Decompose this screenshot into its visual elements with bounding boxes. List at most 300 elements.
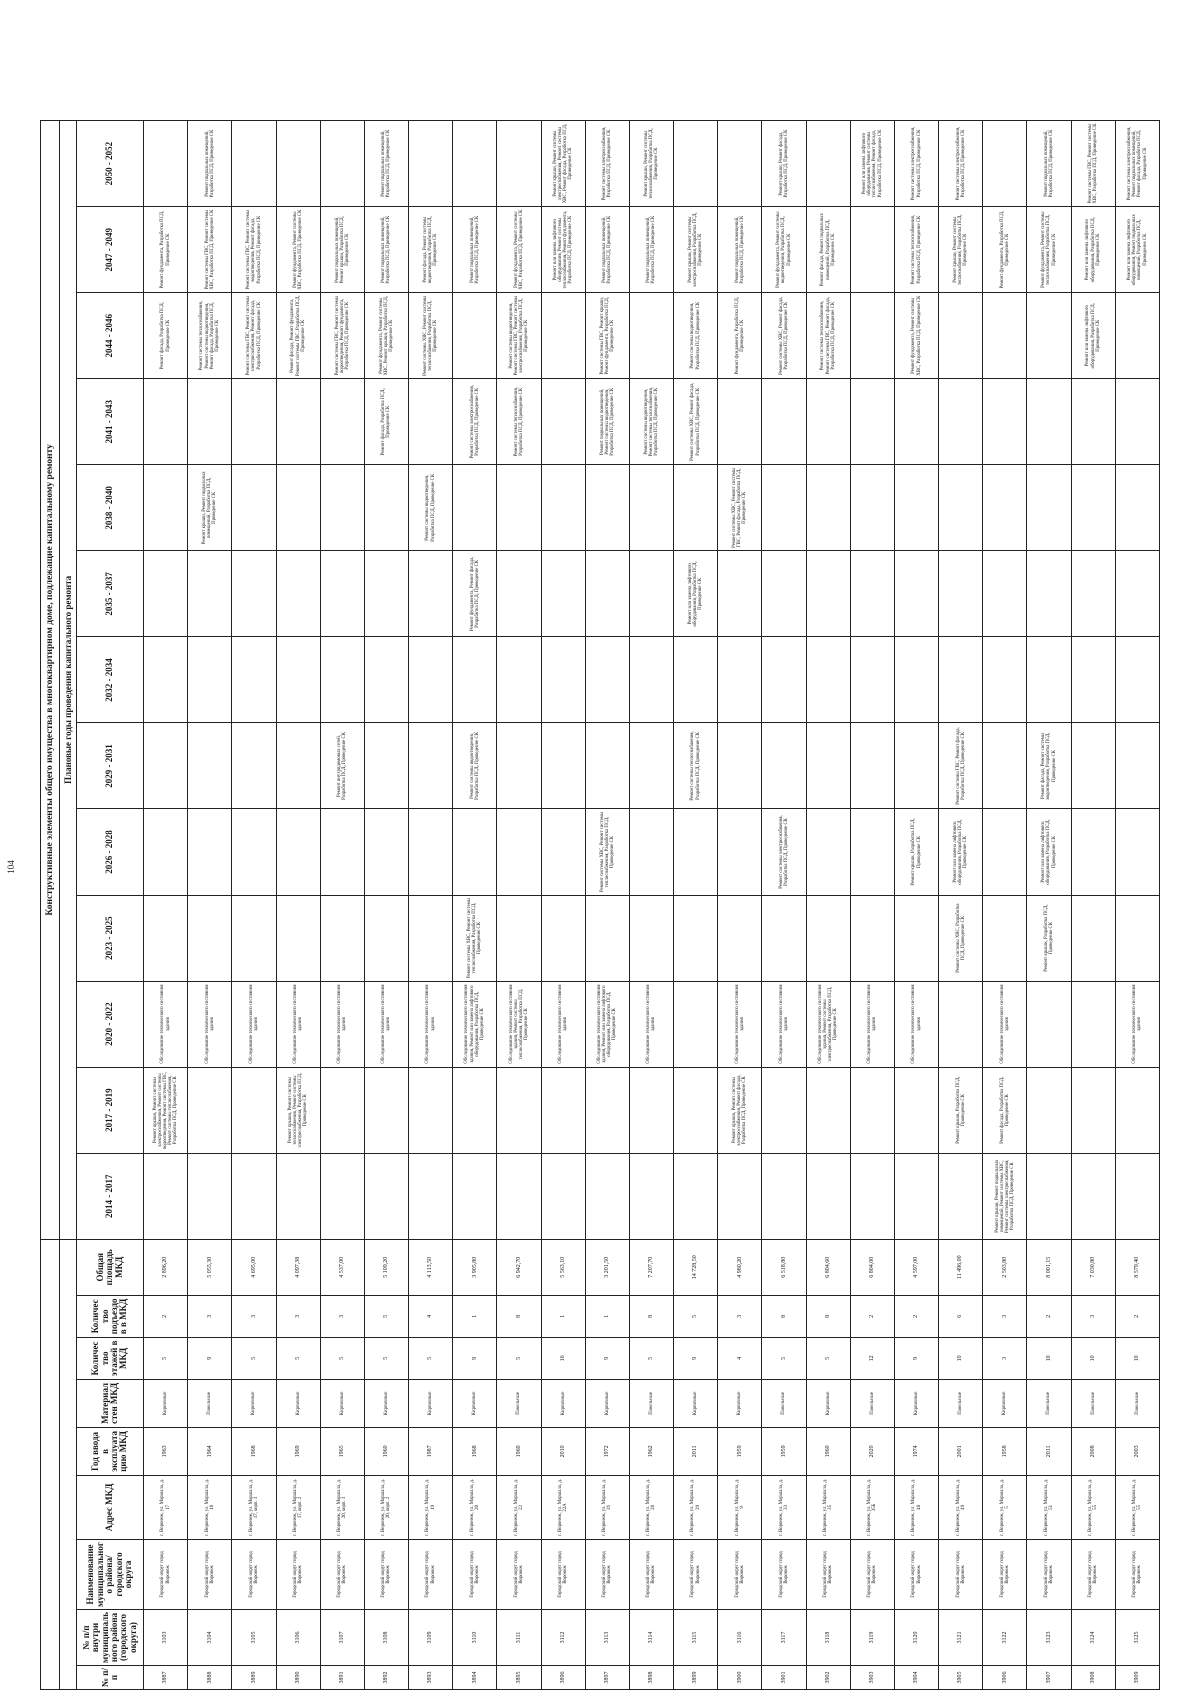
cell-period-works: Ремонт или замена лифтового оборудования, Ремонт системы теплоснабжения, Ремонт фундамента, Разработка ПСД, Проведение СК [541, 207, 585, 293]
cell-district: Городской округ город Воронеж [1027, 1539, 1071, 1609]
cell-floors: 12 [850, 1337, 894, 1379]
cell-num: 3897 [585, 1666, 629, 1690]
cell-num: 3890 [276, 1666, 320, 1690]
cell-period-works [1071, 465, 1115, 551]
table-row [983, 121, 1027, 1690]
cell-period-works [276, 121, 320, 207]
cell-material: Кирпичные [983, 1379, 1027, 1427]
table-row [276, 121, 320, 1690]
cell-num: 3904 [894, 1666, 938, 1690]
cell-code: 3122 [983, 1609, 1027, 1665]
cell-period-works [232, 723, 276, 809]
cell-period-works: Ремонт подвальных помещений, Разработка ПСД, Проведение СК [364, 207, 408, 293]
capital-repair-table [40, 120, 1160, 1690]
cell-period-works [364, 465, 408, 551]
cell-district: Городской округ город Воронеж [188, 1539, 232, 1609]
cell-address: г. Воронеж, ул. Маршала, д. 35 [806, 1475, 850, 1539]
cell-entrances: 3 [188, 1295, 232, 1337]
cell-period-works [497, 895, 541, 981]
cell-period-works [188, 895, 232, 981]
cell-district: Городской округ город Воронеж [1115, 1539, 1159, 1609]
cell-num: 3898 [629, 1666, 673, 1690]
column-header: Количество этажей в МКД [77, 1337, 144, 1379]
cell-period-works [144, 723, 188, 809]
cell-period-works [585, 1153, 629, 1239]
cell-code: 3115 [674, 1609, 718, 1665]
cell-period-works [409, 637, 453, 723]
cell-area: 14 728,50 [674, 1239, 718, 1295]
cell-material: Панельные [939, 1379, 983, 1427]
cell-period-works [144, 1153, 188, 1239]
cell-material: Панельные [1115, 1379, 1159, 1427]
cell-floors: 3 [983, 1337, 1027, 1379]
cell-period-works [188, 551, 232, 637]
cell-period-works: Ремонт крыши, Разработка ПСД, Проведение СК [1027, 895, 1071, 981]
cell-material: Кирпичные [453, 1379, 497, 1427]
cell-district: Городской округ город Воронеж [497, 1539, 541, 1609]
cell-period-works [718, 895, 762, 981]
cell-area: 8 579,40 [1115, 1239, 1159, 1295]
cell-period-works [497, 723, 541, 809]
cell-year: 2010 [541, 1427, 585, 1475]
table-row [453, 121, 497, 1690]
cell-material: Панельные [1027, 1379, 1071, 1427]
cell-period-works: Обследование технического состояния здания [364, 981, 408, 1067]
cell-period-works [718, 723, 762, 809]
cell-period-works: Ремонт системы ГВС, Ремонт системы ХВС, Разработка ПСД, Проведение СК [188, 207, 232, 293]
cell-area: 11 496,00 [939, 1239, 983, 1295]
period-header: 2047 - 2049 [77, 207, 144, 293]
cell-period-works [497, 465, 541, 551]
cell-period-works [850, 809, 894, 895]
cell-period-works [1115, 1067, 1159, 1153]
cell-period-works: Ремонт крыши, Ремонт подвальных помещений, Ремонт системы ХВС, Ремонт системы электроснабжения, Разработка ПСД, Проведение СК [983, 1153, 1027, 1239]
cell-period-works: Ремонт или замена лифтового оборудования, Ремонт системы теплоснабжения, Ремонт фасада, Разработка ПСД, Проведение СК [850, 121, 894, 207]
cell-period-works [453, 121, 497, 207]
cell-period-works [806, 809, 850, 895]
cell-period-works [806, 723, 850, 809]
cell-num: 3889 [232, 1666, 276, 1690]
cell-period-works: Ремонт системы ХВС, Ремонт системы теплоснабжения, Разработка ПСД, Проведение СК [409, 293, 453, 379]
cell-period-works [497, 809, 541, 895]
cell-period-works [364, 1153, 408, 1239]
cell-year: 2011 [1027, 1427, 1071, 1475]
cell-period-works [453, 293, 497, 379]
cell-period-works: Ремонт системы электроснабжения, Разработка ПСД, Проведение СК [585, 121, 629, 207]
cell-period-works: Ремонт системы электроснабжения, Разработка ПСД, Проведение СК [762, 809, 806, 895]
cell-district: Городской округ город Воронеж [939, 1539, 983, 1609]
cell-period-works [674, 981, 718, 1067]
cell-num: 3896 [541, 1666, 585, 1690]
cell-period-works: Обследование технического состояния здания [144, 981, 188, 1067]
cell-year: 2001 [939, 1427, 983, 1475]
cell-floors: 9 [585, 1337, 629, 1379]
column-header: № п/п [77, 1666, 144, 1690]
cell-entrances: 3 [320, 1295, 364, 1337]
cell-period-works: Обследование технического состояния здания [541, 981, 585, 1067]
cell-period-works [762, 551, 806, 637]
cell-address: г. Воронеж, ул. Маршала, д. 18 [188, 1475, 232, 1539]
cell-year: 1959 [762, 1427, 806, 1475]
cell-entrances: 2 [894, 1295, 938, 1337]
cell-material: Панельные [497, 1379, 541, 1427]
cell-material: Панельные [850, 1379, 894, 1427]
cell-period-works [939, 379, 983, 465]
cell-floors: 5 [806, 1337, 850, 1379]
column-header: Наименование муниципального района/ городского округа [77, 1539, 144, 1609]
cell-address: г. Воронеж, ул. Маршала, д. 5 [983, 1475, 1027, 1539]
cell-code: 3116 [718, 1609, 762, 1665]
cell-period-works [850, 551, 894, 637]
group-title: Конструктивные элементы общего имущества в многоквартирном доме, подлежащие капитальному ремонту [41, 121, 60, 1240]
cell-period-works [762, 1153, 806, 1239]
cell-period-works [144, 379, 188, 465]
cell-period-works [718, 1153, 762, 1239]
cell-period-works [541, 637, 585, 723]
cell-period-works [144, 895, 188, 981]
cell-period-works [320, 637, 364, 723]
cell-period-works [1027, 1067, 1071, 1153]
cell-period-works [541, 379, 585, 465]
table-row [497, 121, 541, 1690]
cell-period-works [409, 551, 453, 637]
cell-period-works [762, 895, 806, 981]
cell-period-works [276, 895, 320, 981]
cell-period-works [364, 551, 408, 637]
cell-period-works [762, 723, 806, 809]
cell-entrances: 5 [364, 1295, 408, 1337]
cell-period-works: Ремонт или замена лифтового оборудования, Разработка ПСД, Проведение СК [1071, 293, 1115, 379]
cell-period-works [718, 809, 762, 895]
period-header: 2026 - 2028 [77, 809, 144, 895]
column-header: Материал стен МКД [77, 1379, 144, 1427]
cell-period-works [541, 293, 585, 379]
cell-period-works [409, 121, 453, 207]
cell-address: г. Воронеж, ул. Маршала, д. 17, корп. 1 [232, 1475, 276, 1539]
cell-district: Городской округ город Воронеж [144, 1539, 188, 1609]
cell-num: 3887 [144, 1666, 188, 1690]
cell-code: 3123 [1027, 1609, 1071, 1665]
table-row [409, 121, 453, 1690]
cell-entrances: 4 [409, 1295, 453, 1337]
cell-period-works: Обследование технического состояния здания [276, 981, 320, 1067]
cell-district: Городской округ город Воронеж [850, 1539, 894, 1609]
cell-period-works [409, 1153, 453, 1239]
cell-period-works: Ремонт системы теплоснабжения, Ремонт системы ГВС, Ремонт фасада, Разработка ПСД, Проведение СК [806, 293, 850, 379]
cell-code: 3106 [276, 1609, 320, 1665]
cell-period-works [762, 1067, 806, 1153]
cell-area: 2 503,80 [983, 1239, 1027, 1295]
cell-area: 4 695,00 [232, 1239, 276, 1295]
cell-period-works [541, 1153, 585, 1239]
cell-entrances: 8 [629, 1295, 673, 1337]
cell-period-works [232, 121, 276, 207]
period-header: 2050 - 2052 [77, 121, 144, 207]
cell-period-works [276, 1153, 320, 1239]
cell-period-works [1071, 1067, 1115, 1153]
cell-period-works [939, 981, 983, 1067]
period-header: 2044 - 2046 [77, 293, 144, 379]
cell-district: Городской округ город Воронеж [674, 1539, 718, 1609]
cell-address: г. Воронеж, ул. Маршала, д. 22А [541, 1475, 585, 1539]
cell-period-works [718, 379, 762, 465]
cell-period-works: Ремонт подвальных помещений, Разработка ПСД, Проведение СК [718, 207, 762, 293]
cell-district: Городской округ город Воронеж [585, 1539, 629, 1609]
cell-period-works [674, 809, 718, 895]
cell-address: г. Воронеж, ул. Маршала, д. 20, корп. 2 [364, 1475, 408, 1539]
cell-period-works: Ремонт фундамента, Ремонт фасада, Разработка ПСД, Проведение СК [453, 551, 497, 637]
cell-period-works [1115, 1153, 1159, 1239]
cell-material: Кирпичные [320, 1379, 364, 1427]
cell-period-works: Ремонт системы электроснабжения, Разработка ПСД, Проведение СК [894, 121, 938, 207]
table-row [629, 121, 673, 1690]
cell-period-works [629, 895, 673, 981]
cell-period-works [850, 379, 894, 465]
rotated-sheet [40, 120, 1160, 1690]
cell-period-works [674, 895, 718, 981]
cell-period-works: Ремонт фасада, Ремонт системы водоотведения, Разработка ПСД, Проведение СК [1027, 723, 1071, 809]
cell-code: 3103 [144, 1609, 188, 1665]
cell-period-works [409, 1067, 453, 1153]
cell-period-works: Ремонт крыши, Ремонт системы теплоснабжения, Разработка ПСД, Проведение СК [629, 121, 673, 207]
cell-period-works [806, 637, 850, 723]
cell-district: Городской округ город Воронеж [364, 1539, 408, 1609]
cell-period-works [850, 1153, 894, 1239]
cell-period-works: Ремонт подвальных помещений, Разработка ПСД, Проведение СК [1027, 121, 1071, 207]
cell-district: Городской округ город Воронеж [806, 1539, 850, 1609]
cell-year: 2020 [850, 1427, 894, 1475]
cell-period-works: Ремонт системы теплоснабжения, Разработка ПСД, Проведение СК [894, 207, 938, 293]
cell-period-works [320, 1067, 364, 1153]
cell-floors: 16 [541, 1337, 585, 1379]
cell-period-works [497, 551, 541, 637]
cell-floors: 5 [320, 1337, 364, 1379]
cell-period-works [232, 1153, 276, 1239]
cell-period-works [320, 551, 364, 637]
cell-period-works: Ремонт системы ГВС, Ремонт системы водоотведения, Ремонт фасада, Разработка ПСД, Проведение СК [232, 207, 276, 293]
cell-area: 2 896,20 [144, 1239, 188, 1295]
cell-period-works [453, 1067, 497, 1153]
cell-period-works [188, 809, 232, 895]
cell-period-works [585, 1067, 629, 1153]
cell-period-works [718, 551, 762, 637]
cell-period-works [1071, 1153, 1115, 1239]
cell-period-works: Ремонт фундамента, Ремонт системы водоотведения, Разработка ПСД, Проведение СК [762, 207, 806, 293]
cell-period-works [1071, 637, 1115, 723]
cell-period-works: Ремонт системы электроснабжения, Ремонт подвальных помещений, Ремонт фасада, Разработка ПСД, Проведение СК [1115, 121, 1159, 207]
cell-period-works: Обследование технического состояния здания [188, 981, 232, 1067]
cell-period-works: Ремонт системы теплоснабжения, Ремонт системы водоотведения, Ремонт фасада, Разработка ПСД, Проведение СК [188, 293, 232, 379]
cell-area: 4 113,50 [409, 1239, 453, 1295]
cell-area: 7 030,80 [1071, 1239, 1115, 1295]
cell-period-works [453, 1153, 497, 1239]
cell-period-works [629, 551, 673, 637]
cell-period-works: Ремонт системы ХВС, Ремонт фасада, Разработка ПСД, Проведение СК [762, 293, 806, 379]
cell-district: Городской округ город Воронеж [718, 1539, 762, 1609]
cell-period-works: Ремонт крыши, Ремонт системы электроснабжения, Ремонт системы ХВС, Ремонт фасада, Разработка ПСД, Проведение СК [541, 121, 585, 207]
cell-code: 3117 [762, 1609, 806, 1665]
cell-period-works [232, 551, 276, 637]
cell-district: Городской округ город Воронеж [453, 1539, 497, 1609]
cell-entrances: 6 [939, 1295, 983, 1337]
cell-period-works [850, 465, 894, 551]
cell-period-works [1071, 895, 1115, 981]
cell-entrances: 3 [1071, 1295, 1115, 1337]
cell-entrances: 2 [1115, 1295, 1159, 1337]
cell-period-works: Ремонт фасада, Ремонт системы водоотведения, Разработка ПСД, Проведение СК [409, 207, 453, 293]
cell-period-works [144, 637, 188, 723]
cell-period-works [144, 551, 188, 637]
cell-code: 3113 [585, 1609, 629, 1665]
cell-material: Кирпичные [806, 1379, 850, 1427]
cell-period-works [983, 551, 1027, 637]
cell-period-works [983, 723, 1027, 809]
cell-year: 1968 [232, 1427, 276, 1475]
cell-area: 6 804,60 [806, 1239, 850, 1295]
cell-period-works [850, 207, 894, 293]
table-row [541, 121, 585, 1690]
cell-period-works [806, 551, 850, 637]
table-row [232, 121, 276, 1690]
cell-year: 1962 [629, 1427, 673, 1475]
cell-district: Городской округ город Воронеж [762, 1539, 806, 1609]
cell-code: 3111 [497, 1609, 541, 1665]
cell-district: Городской округ город Воронеж [409, 1539, 453, 1609]
cell-period-works: Ремонт крыши, Ремонт системы электроснабжения, Ремонт фасада, Разработка ПСД, Проведение СК [718, 1067, 762, 1153]
cell-year: 1974 [894, 1427, 938, 1475]
cell-floors: 4 [718, 1337, 762, 1379]
cell-period-works [232, 465, 276, 551]
cell-period-works [939, 551, 983, 637]
cell-period-works: Ремонт фундамента, Разработка ПСД, Проведение СК [144, 207, 188, 293]
period-header: 2023 - 2025 [77, 895, 144, 981]
cell-period-works [1115, 637, 1159, 723]
cell-period-works: Ремонт системы теплоснабжения, Разработка ПСД, Проведение СК [497, 379, 541, 465]
cell-floors: 9 [894, 1337, 938, 1379]
table-body [144, 121, 1160, 1690]
cell-period-works: Обследование технического состояния здания [232, 981, 276, 1067]
cell-period-works [983, 379, 1027, 465]
cell-period-works [320, 809, 364, 895]
cell-period-works [718, 637, 762, 723]
cell-address: г. Воронеж, ул. Маршала, д. 22 [497, 1475, 541, 1539]
cell-period-works: Ремонт фасада, Разработка ПСД, Проведение СК [983, 1067, 1027, 1153]
cell-period-works [806, 121, 850, 207]
cell-area: 8 001,15 [1027, 1239, 1071, 1295]
table-row [364, 121, 408, 1690]
cell-area: 6 804,00 [850, 1239, 894, 1295]
cell-period-works [1027, 551, 1071, 637]
cell-period-works: Ремонт системы ГВС, Ремонт системы электроснабжения, Ремонт фасада, Разработка ПСД, Проведение СК [232, 293, 276, 379]
cell-floors: 9 [188, 1337, 232, 1379]
cell-entrances: 3 [718, 1295, 762, 1337]
cell-period-works [983, 293, 1027, 379]
cell-period-works: Ремонт фасада, Разработка ПСД, Проведение СК [144, 293, 188, 379]
cell-period-works [585, 637, 629, 723]
cell-period-works [850, 723, 894, 809]
cell-period-works: Ремонт подвальных помещений, Ремонт крыши, Разработка ПСД, Проведение СК [320, 207, 364, 293]
cell-district: Городской округ город Воронеж [320, 1539, 364, 1609]
cell-year: 1965 [320, 1427, 364, 1475]
cell-year: 1987 [409, 1427, 453, 1475]
cell-period-works [497, 1153, 541, 1239]
cell-year: 1959 [718, 1427, 762, 1475]
cell-period-works [497, 637, 541, 723]
cell-address: г. Воронеж, ул. Маршала, д. 29 [674, 1475, 718, 1539]
cell-period-works [497, 1067, 541, 1153]
cell-period-works [541, 895, 585, 981]
cell-period-works [364, 637, 408, 723]
cell-num: 3891 [320, 1666, 364, 1690]
cell-period-works [674, 1067, 718, 1153]
cell-material: Кирпичные [276, 1379, 320, 1427]
cell-address: г. Воронеж, ул. Маршала, д. 17 [144, 1475, 188, 1539]
table-row [1027, 121, 1071, 1690]
cell-floors: 5 [232, 1337, 276, 1379]
cell-area: 4 097,38 [276, 1239, 320, 1295]
cell-floors: 5 [409, 1337, 453, 1379]
period-header: 2014 - 2017 [77, 1153, 144, 1239]
cell-floors: 5 [497, 1337, 541, 1379]
cell-period-works [629, 1153, 673, 1239]
cell-period-works: Ремонт системы ГВС, Ремонт фасада, Разработка ПСД, Проведение СК [939, 723, 983, 809]
cell-floors: 10 [939, 1337, 983, 1379]
period-header: 2032 - 2034 [77, 637, 144, 723]
cell-year: 1963 [144, 1427, 188, 1475]
cell-period-works [497, 121, 541, 207]
cell-period-works [983, 637, 1027, 723]
cell-code: 3121 [939, 1609, 983, 1665]
cell-num: 3901 [762, 1666, 806, 1690]
cell-period-works [585, 551, 629, 637]
cell-material: Панельные [1071, 1379, 1115, 1427]
cell-period-works [894, 637, 938, 723]
cell-period-works: Ремонт системы теплоснабжения, Разработка ПСД, Проведение СК [674, 723, 718, 809]
cell-period-works [1115, 379, 1159, 465]
cell-period-works: Ремонт системы ГВС, Ремонт системы ХВС, Разработка ПСД, Проведение СК [1071, 121, 1115, 207]
column-header-row [77, 121, 144, 1690]
cell-num: 3893 [409, 1666, 453, 1690]
cell-period-works: Обследование технического состояния здания [718, 981, 762, 1067]
cell-period-works: Ремонт системы водоотведения, Ремонт системы ГВС, Ремонт системы электроснабжения, Разработка ПСД, Проведение СК [497, 293, 541, 379]
cell-num: 3906 [983, 1666, 1027, 1690]
cell-period-works: Обследование технического состояния здания, Ремонт системы теплоснабжения, Разработка ПСД, Проведение СК [497, 981, 541, 1067]
cell-year: 1960 [497, 1427, 541, 1475]
period-title: Плановые годы проведения капитального ремонта [60, 121, 77, 1240]
cell-period-works [1071, 981, 1115, 1067]
cell-period-works: Ремонт подвальных помещений, Разработка ПСД, Проведение СК [453, 207, 497, 293]
cell-area: 4 537,00 [320, 1239, 364, 1295]
cell-entrances: 3 [276, 1295, 320, 1337]
cell-period-works: Ремонт крыши, Разработка ПСД, Проведение СК [894, 809, 938, 895]
cell-area: 3 201,50 [585, 1239, 629, 1295]
cell-period-works [983, 809, 1027, 895]
cell-period-works [232, 809, 276, 895]
cell-period-works: Ремонт крыши, Ремонт фасада, Разработка ПСД, Проведение СК [762, 121, 806, 207]
cell-material: Панельные [762, 1379, 806, 1427]
cell-period-works: Ремонт системы ХВС, Ремонт системы теплоснабжения, Разработка ПСД, Проведение СК [585, 809, 629, 895]
cell-period-works [1115, 809, 1159, 895]
cell-period-works [894, 895, 938, 981]
cell-area: 4 980,20 [718, 1239, 762, 1295]
cell-material: Кирпичные [232, 1379, 276, 1427]
cell-period-works [1115, 465, 1159, 551]
cell-year: 2003 [1115, 1427, 1159, 1475]
cell-address: г. Воронеж, ул. Маршала, д. 28 [629, 1475, 673, 1539]
cell-period-works [1071, 379, 1115, 465]
cell-period-works: Ремонт фундамента, Разработка ПСД, Проведение СК [718, 293, 762, 379]
cell-period-works [1027, 465, 1071, 551]
